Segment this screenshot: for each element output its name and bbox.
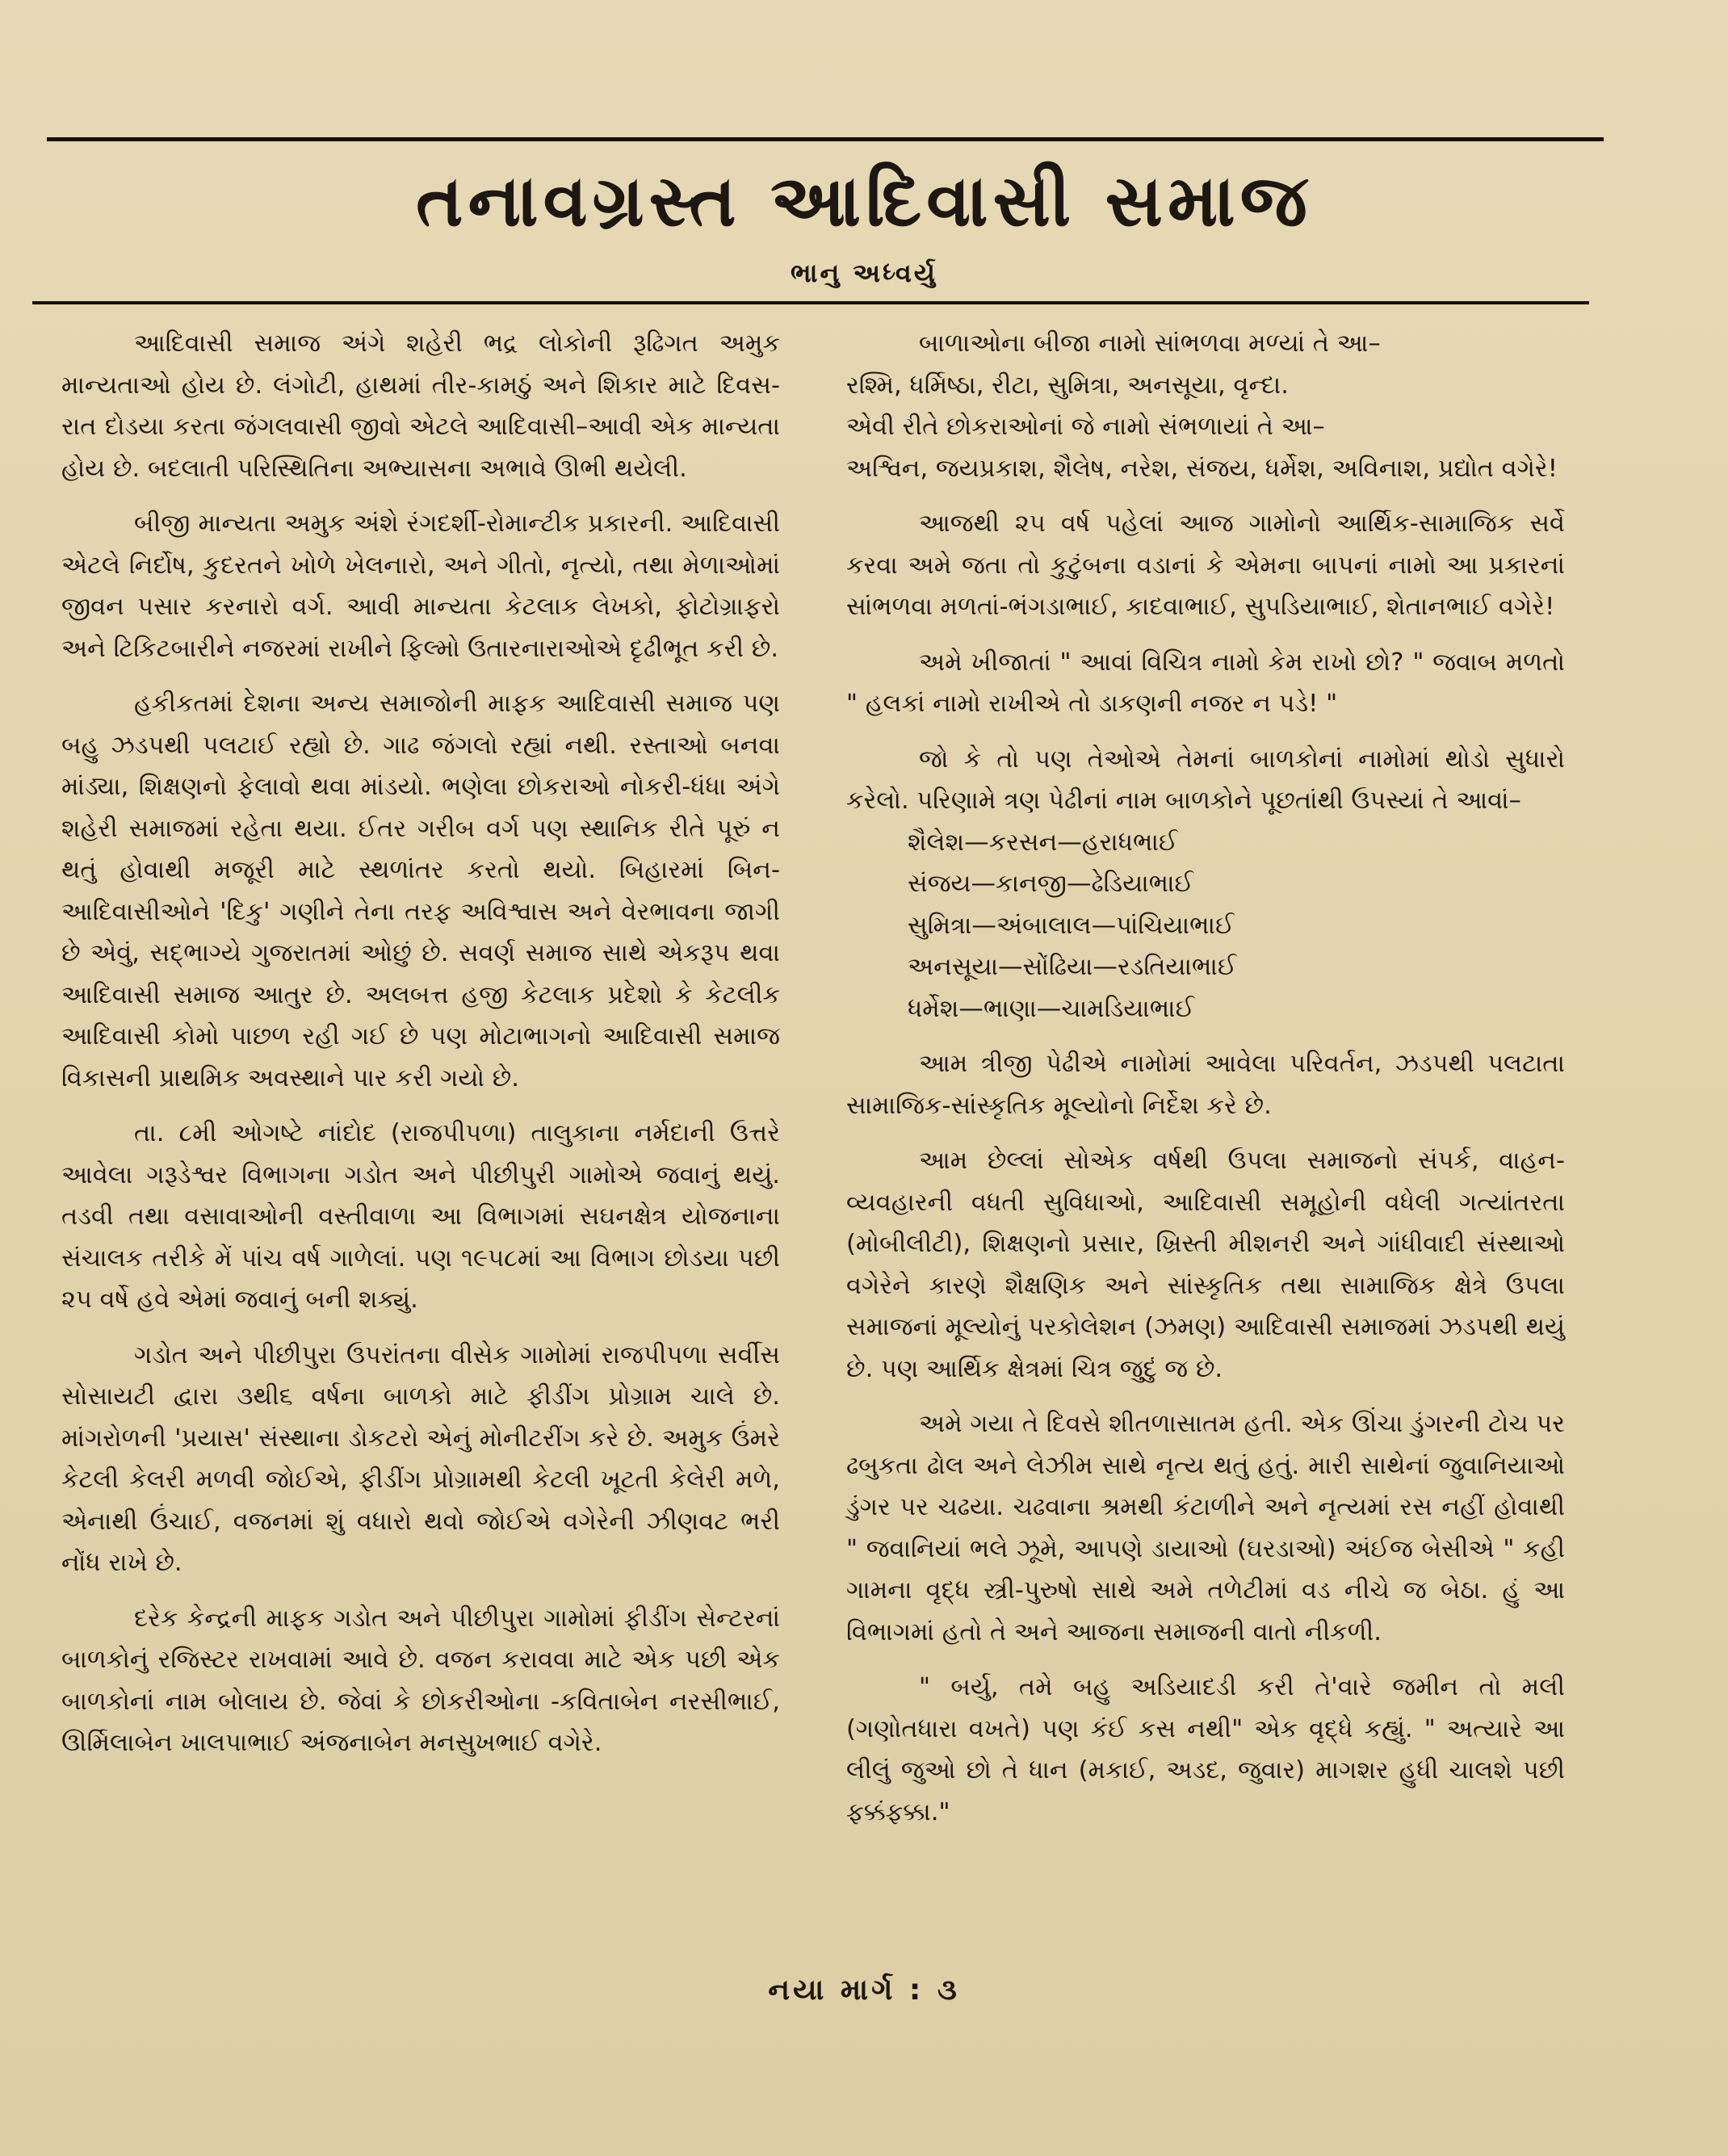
paragraph: આમ છેલ્લાં સોએક વર્ષથી ઉપલા સમાજનો સંપર્ક, વાહન-વ્યવહારની વધતી સુવિધાઓ, આદિવાસી સમૂહોની વધેલી ગત્યાંતરતા (મોબીલીટી), શિક્ષણનો પ્રસાર, ખ્રિસ્તી મીશનરી અને ગાંધીવાદી સંસ્થાઓ વગેરેને કારણે શૈક્ષણિક અને સાંસ્કૃતિક તથા સામાજિક ક્ષેત્રે ઉપલા સમાજનાં મૂલ્યોનું પરકોલેશન (ઝમણ) આદિવાસી સમાજમાં ઝડપથી થયું છે. પણ આર્થિક ક્ષેત્રમાં ચિત્ર જુદું જ છે. (846, 1147, 1566, 1383)
paragraph: હકીકતમાં દેશના અન્ય સમાજોની માફક આદિવાસી સમાજ પણ બહુ ઝડપથી પલટાઈ રહ્યો છે. ગાઢ જંગલો રહ્યાં નથી. રસ્તાઓ બનવા માંડ્યા, શિક્ષણનો ફેલાવો થવા માંડયો. ભણેલા છોકરાઓ નોકરી-ધંધા અંગે શહેરી સમાજમાં રહેતા થયા. ઈતર ગરીબ વર્ગ પણ સ્થાનિક રીતે પૂરું ન થતું હોવાથી મજૂરી માટે સ્થળાંતર કરતો થયો. બિહારમાં બિન-આદિવાસીઓને 'દિકુ' ગણીને તેના તરફ અવિશ્વાસ અને વેરભાવના જાગી છે એવું, સદ્ભાગ્યે ગુજરાતમાં ઓછું છે. સવર્ણ સમાજ સાથે એકરૂપ થવા આદિવાસી સમાજ આતુર છે. અલબત્ત હજી કેટલાક પ્રદેશો કે કેટલીક આદિવાસી કોમો પાછળ રહી ગઈ છે પણ મોટાભાગનો આદિવાસી સમાજ વિકાસની પ્રાથમિક અવસ્થાને પાર કરી ગયો છે. (61, 690, 780, 1093)
paragraph: " બર્યુ, તમે બહુ અડિયાદડી કરી તે'વારે જમીન તો મલી (ગણોતધારા વખતે) પણ કંઈ કસ નથી" એક વૃદ્ધે કહ્યું. " અત્યારે આ લીલું જુઓ છો તે ધાન (મકાઈ, અડદ, જુવાર) માગશર હુધી ચાલશે પછી ફક્કંફક્કા." (846, 1673, 1565, 1827)
top-rule (47, 137, 1604, 141)
article-author: ભાનુ અધ્વર્યુ (791, 258, 937, 288)
header-rule (32, 301, 1589, 304)
name-list-item: સુમિત્રા—અંબાલાલ—પાંચિયાભાઈ (908, 911, 1235, 940)
paragraph: આજથી ૨૫ વર્ષ પહેલાં આજ ગામોનો આર્થિક-સામાજિક સર્વે કરવા અમે જતા તો કુટુંબના વડાનાં કે એમના બાપનાં નામો આ પ્રકારનાં સાંભળવા મળતાં-ભંગડાભાઈ, કાદવાભાઈ, સુપડિયાભાઈ, શેતાનભાઈ વગેરે! (846, 510, 1565, 621)
page-folio: નયા માર્ગ : ૩ (768, 1974, 960, 2007)
paragraph: દરેક કેન્દ્રની માફક ગડોત અને પીછીપુરા ગામોમાં ફીડીંગ સેન્ટરનાં બાળકોનું રજિસ્ટર રાખવામાં આવે છે. વજન કરાવવા માટે એક પછી એક બાળકોનાં નામ બોલાય છે. જેવાં કે છોકરીઓના -કવિતાબેન નરસીભાઈ, ઊર્મિલાબેન ખાલપાભાઈ અંજનાબેન મનસુખભાઈ વગેરે. (61, 1604, 780, 1757)
paragraph: અમે ગયા તે દિવસે શીતળાસાતમ હતી. એક ઊંચા ડુંગરની ટોચ પર ઢબુકતા ઢોલ અને લેઝીમ સાથે નૃત્ય થતું હતું. મારી સાથેનાં જુવાનિયાઓ ડુંગર પર ચઢયા. ચઢવાના શ્રમથી કંટાળીને અને નૃત્યમાં રસ નહીં હોવાથી " જવાનિયાં ભલે ઝૂમે, આપણે ડાયાઓ (ઘરડાઓ) અંઈજ બેસીએ " કહી ગામના વૃદ્ધ સ્ત્રી-પુરુષો સાથે અમે તળેટીમાં વડ નીચે જ બેઠા. હું આ વિભાગમાં હતો તે અને આજના સમાજની વાતો નીકળી. (846, 1410, 1565, 1646)
name-list-item: સંજય—કાનજી—ઢેડિયાભાઈ (908, 870, 1194, 898)
name-list-item: શૈલેશ—કરસન—હરાધભાઈ (908, 828, 1178, 857)
paragraph: તા. ૮મી ઓગષ્ટે નાંદોદ (રાજપીપળા) તાલુકાના નર્મદાની ઉત્તરે આવેલા ગરૂડેશ્વર વિભાગના ગડોત અને પીછીપુરી ગામોએ જવાનું થયું. તડવી તથા વસાવાઓની વસ્તીવાળા આ વિભાગમાં સઘનક્ષેત્ર યોજનાના સંચાલક તરીકે મેં પાંચ વર્ષ ગાળેલાં. પણ ૧૯૫૮માં આ વિભાગ છોડયા પછી ૨૫ વર્ષે હવે એમાં જવાનું બની શક્યું. (61, 1119, 780, 1314)
right-column (846, 323, 1565, 1833)
name-list-item: ધર્મેશ—ભાણા—ચામડિયાભાઈ (908, 994, 1195, 1023)
name-list-item: અનસૂયા—સોંઢિયા—રડતિયાભાઈ (908, 953, 1237, 981)
paragraph: આદિવાસી સમાજ અંગે શહેરી ભદ્ર લોકોની રૂઢિગત અમુક માન્યતાઓ હોય છે. લંગોટી, હાથમાં તીર-કામઠું અને શિકાર માટે દિવસ-રાત દોડયા કરતા જંગલવાસી જીવો એટલે આદિવાસી–આવી એક માન્યતા હોય છે. બદલાતી પરિસ્થિતિના અભ્યાસના અભાવે ઊભી થયેલી. (61, 329, 780, 483)
paragraph: જો કે તો પણ તેઓએ તેમનાં બાળકોનાં નામોમાં થોડો સુધારો કરેલો. પરિણામે ત્રણ પેઢીનાં નામ બાળકોને પૂછતાંથી ઉપસ્યાં તે આવાં– (846, 745, 1565, 815)
paragraph: ગડોત અને પીછીપુરા ઉપરાંતના વીસેક ગામોમાં રાજપીપળા સર્વીસ સોસાયટી દ્વારા ૩થી૬ વર્ષના બાળકો માટે ફીડીંગ પ્રોગ્રામ ચાલે છે. માંગરોળની 'પ્રયાસ' સંસ્થાના ડોકટરો એનું મોનીટરીંગ કરે છે. અમુક ઉંમરે કેટલી કેલરી મળવી જોઈએ, ફીડીંગ પ્રોગ્રામથી કેટલી ખૂટતી કેલેરી મળે, એનાથી ઉંચાઈ, વજનમાં શું વધારો થવો જોઈએ વગેરેની ઝીણવટ ભરી નોંધ રાખે છે. (61, 1340, 780, 1577)
paragraph: બીજી માન્યતા અમુક અંશે રંગદર્શી-રોમાન્ટીક પ્રકારની. આદિવાસી એટલે નિર્દોષ, કુદરતને ખોળે ખેલનારો, અને ગીતો, નૃત્યો, તથા મેળાઓમાં જીવન પસાર કરનારો વર્ગ. આવી માન્યતા કેટલાક લેખકો, ફોટોગ્રાફરો અને ટિકિટબારીને નજરમાં રાખીને ફિલ્મો ઉતારનારાઓએ દૃઢીભૂત કરી છે. (61, 510, 780, 663)
paragraph: બાળાઓના બીજા નામો સાંભળવા મળ્યાં તે આ– રશ્મિ, ધર્મિષ્ઠા, રીટા, સુમિત્રા, અનસૂયા, વૃન્દા. એવી રીતે છોકરાઓનાં જે નામો સંભળાયાં તે આ– અશ્વિન, જયપ્રકાશ, શૈલેષ, નરેશ, સંજય, ધર્મેશ, અવિનાશ, પ્રદ્યોત વગેરે! (846, 329, 1558, 483)
left-column (61, 323, 780, 1764)
paragraph: અમે ખીજાતાં " આવાં વિચિત્ર નામો કેમ રાખો છો? " જવાબ મળતો " હલકાં નામો રાખીએ તો ડાકણની નજર ન પડે! " (846, 648, 1565, 718)
article-title: તનાવગ્રસ્ત આદિવાસી સમાજ (416, 158, 1312, 242)
paragraph: આમ ત્રીજી પેઢીએ નામોમાં આવેલા પરિવર્તન, ઝડપથી પલટાતા સામાજિક-સાંસ્કૃતિક મૂલ્યોનો નિર્દેશ કરે છે. (846, 1050, 1565, 1120)
